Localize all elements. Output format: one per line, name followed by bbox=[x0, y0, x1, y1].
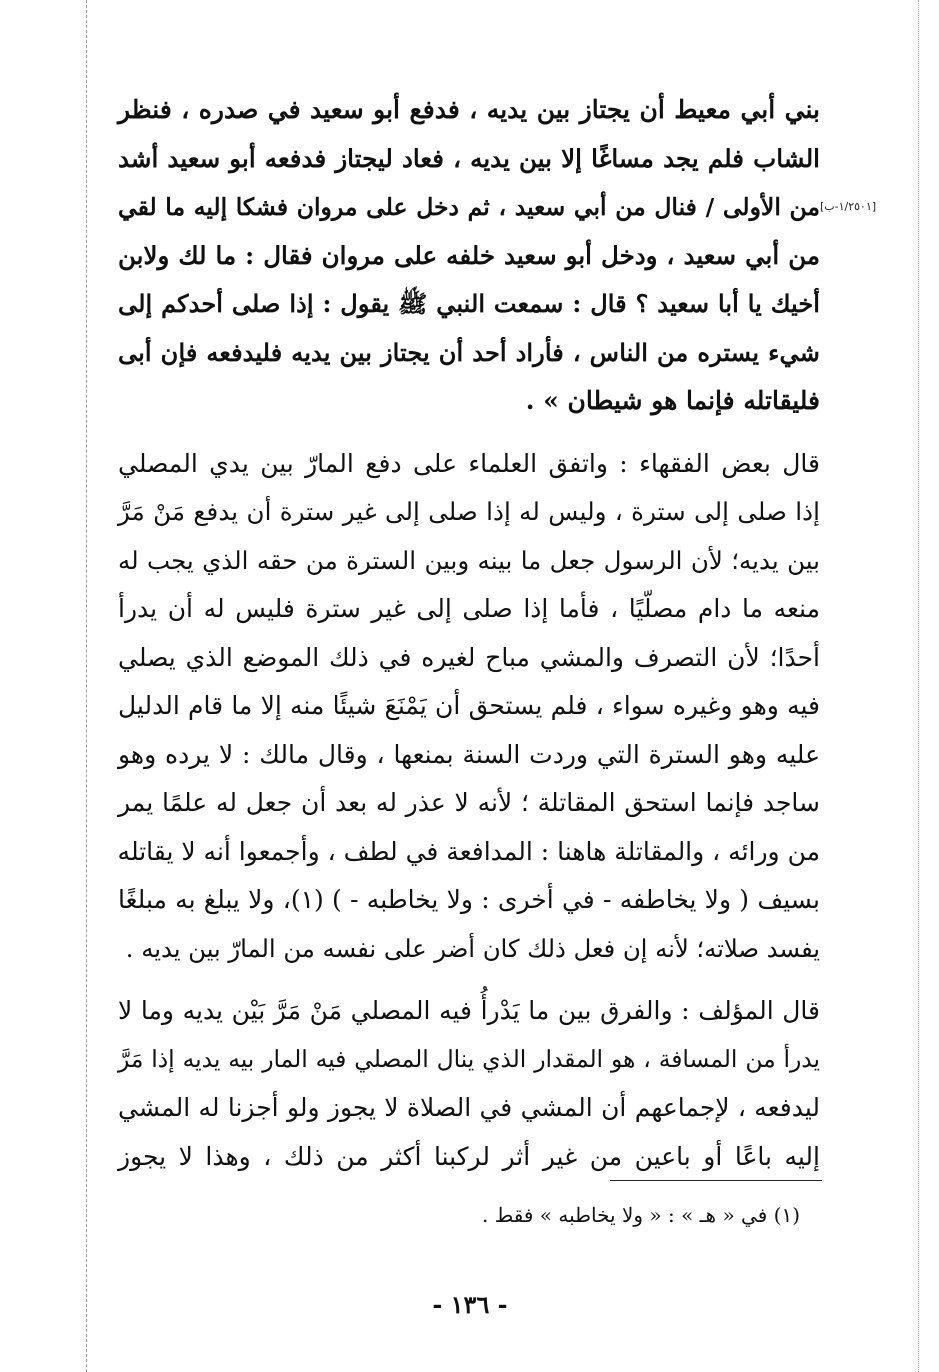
text-line: أحدًا؛ لأن التصرف والمشي مباح لغيره في ذلك الموضع الذي يصلي bbox=[118, 642, 820, 672]
scan-edge-right bbox=[918, 0, 919, 1372]
paragraph-author bbox=[118, 987, 820, 1181]
text-line: من أبي سعيد ، ودخل أبو سعيد خلفه على مروان فقال : ما لك ولابن bbox=[118, 240, 820, 270]
footnote: (١) في « هـ » : « ولا يخاطبه » فقط . bbox=[482, 1203, 800, 1227]
text-line: إليه باعًا أو باعين من غير أثر لركبنا أكثر من ذلك ، وهذا لا يجوز bbox=[118, 1141, 820, 1171]
text-line: بني أبي معيط أن يجتاز بين يديه ، فدفع أبو سعيد في صدره ، فنظر bbox=[118, 95, 820, 124]
text-line: بين يديه؛ لأن الرسول جعل ما بينه وبين السترة من حقه الذي يجب له bbox=[118, 545, 820, 575]
text-line: فيه وهو وغيره سواء ، فلم يستحق أن يَمْنَعَ شيئًا منه إلا ما قام الدليل bbox=[118, 691, 820, 720]
page-number: - ١٣٦ - bbox=[432, 1290, 508, 1319]
text-line: إذا صلى إلى سترة ، وليس له إذا صلى إلى غير سترة أن يدفع مَنْ مَرَّ bbox=[118, 497, 820, 526]
text-line: ليدفعه ، لإجماعهم أن المشي في الصلاة لا يجوز ولو أجزنا له المشي bbox=[118, 1093, 820, 1122]
scan-edge-left bbox=[86, 0, 87, 1372]
text-line: من ورائه ، والمقاتلة هاهنا : المدافعة في لطف ، وأجمعوا أنه لا يقاتله bbox=[117, 836, 820, 866]
text-line: يفسد صلاته؛ لأنه إن فعل ذلك كان أضر على نفسه من المارّ بين يديه . bbox=[125, 933, 820, 963]
text-line: عليه وهو السترة التي وردت السنة بمنعها ، وقال مالك : لا يرده وهو bbox=[118, 739, 820, 769]
text-line: الشاب فلم يجد مساغًا إلا بين يديه ، فعاد ليجتاز فدفعه أبو سعيد أشد bbox=[118, 143, 820, 173]
text-line: من الأولى / فنال من أبي سعيد ، ثم دخل على مروان فشكا إليه ما لقي bbox=[118, 193, 820, 221]
text-line: أخيك يا أبا سعيد ؟ قال : سمعت النبي ﷺ يقول : إذا صلى أحدكم إلى bbox=[118, 289, 820, 318]
footnote-separator bbox=[610, 1180, 822, 1181]
text-line: قال بعض الفقهاء : واتفق العلماء على دفع المارّ بين يدي المصلي bbox=[118, 448, 820, 478]
text-line: بسيف ( ولا يخاطفه - في أخرى : ولا يخاطبه - ) (١)، ولا يبلغ به مبلغًا bbox=[118, 885, 820, 914]
text-line: شيء يستره من الناس ، فأراد أحد أن يجتاز بين يديه فليدفعه فإن أبى bbox=[118, 337, 820, 367]
paragraph-hadith bbox=[118, 86, 820, 426]
text-line: منعه ما دام مصلّيًا ، فأما إذا صلى إلى غير سترة فليس له أن يدرأ bbox=[118, 594, 820, 623]
text-line: فليقاتله فإنما هو شيطان » . bbox=[525, 386, 820, 415]
text-line: قال المؤلف : والفرق بين ما يَدْرأُ فيه المصلي مَنْ مَرَّ بَيْن يديه وما لا bbox=[118, 996, 820, 1025]
margin-manuscript-reference: [١/٢٥٠١-ب] bbox=[820, 200, 877, 213]
page-body bbox=[118, 86, 820, 1181]
text-line: يدرأ من المسافة ، هو المقدار الذي ينال المصلي فيه المار بيه يديه إذا مَرَّ bbox=[118, 1045, 820, 1073]
text-line: ساجد فإنما استحق المقاتلة ؛ لأنه لا عذر له بعد أن جعل له علمًا يمر bbox=[118, 788, 820, 817]
paragraph-fuqaha bbox=[118, 440, 820, 974]
